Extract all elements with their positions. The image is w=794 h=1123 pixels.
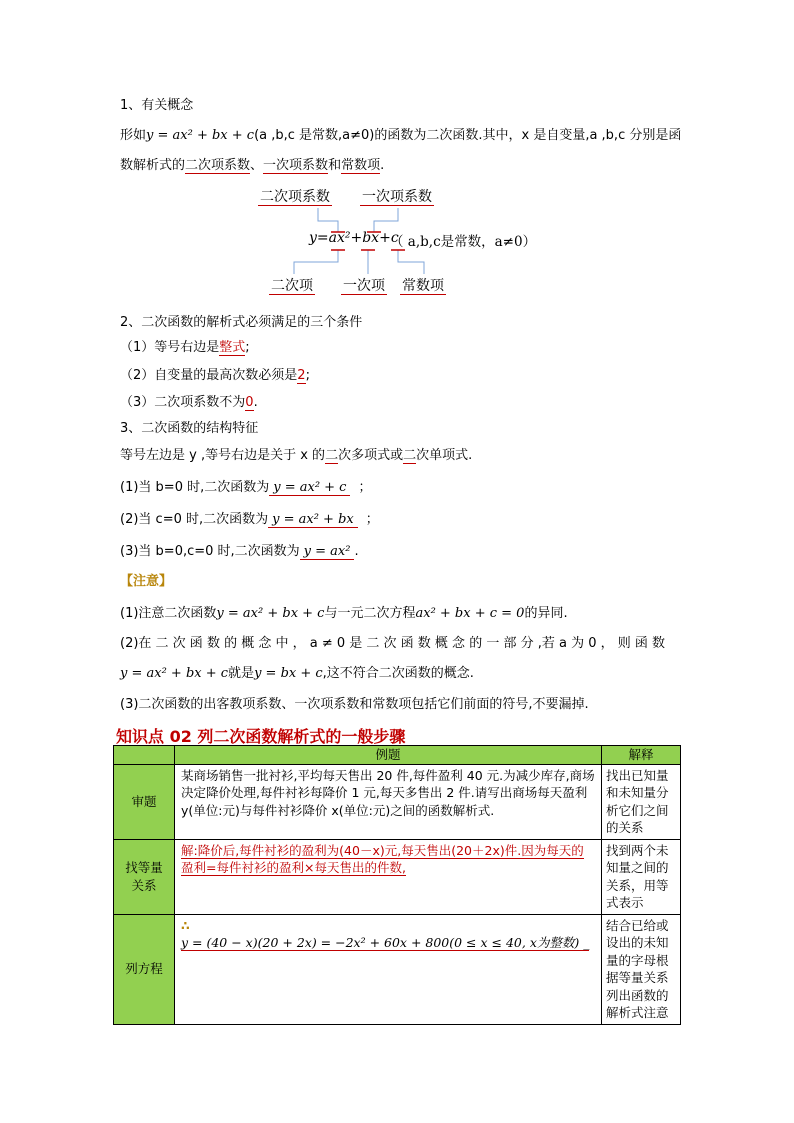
condition-2 [120,366,310,386]
sep: 和 [328,158,342,173]
row-content-review: 某商场销售一批衬衫,平均每天售出 20 件,每件盈利 40 元.为减少库存,商场决定降价处理,每件衬衫每降价 1 元,每天多售出 2 件.请写出商场每天盈利 y(单位:元)与每件衬衫降价 x(单位:元)之间的函数解析式. [175,764,602,839]
knowledge-heading: 知识点 02 列二次函数解析式的一般步骤 [116,727,406,746]
punct: ; [245,340,250,355]
punct: ； [358,480,372,495]
condition-1-text: （1）等号右边是 [120,340,220,355]
sep: 、 [250,158,264,173]
row-content-equation [175,914,602,1024]
case-3-text: (3)当 b=0,c=0 时,二次函数为 [120,544,300,559]
row-label-relation: 找等量关系 [114,839,175,914]
table-row [114,914,681,1024]
punct: . [253,395,258,410]
note-2-line-2 [120,664,474,684]
condition-2-value: 2 [297,368,306,383]
diagram-bottom-right-label: 常数项 [402,278,444,294]
diagram-top-right [360,186,434,206]
diagram-cond: （ a,b,c是常数，a≠0） [390,234,537,250]
therefore-symbol: ∴ [181,917,190,933]
term-lin-coef: 一次项系数 [263,158,329,173]
row-explain-relation: 找到两个未知量之间的关系，用等式表示 [602,839,681,914]
section1-title: 1、有关概念 [120,98,194,113]
note-2-end: ,这不符合二次函数的概念. [322,666,474,681]
diagram-bottom-right [400,275,446,295]
row-label-equation: 列方程 [114,914,175,1024]
table-header-empty [114,746,175,765]
table-row [114,764,681,839]
relation-solution: 解:降价后,每件衬衫的盈利为(40－x)元,每天售出(20＋2x)件.因为每天的盈利=每件衬衫的盈利×每天售出的件数, [181,842,584,875]
structure-text-b: 次多项式或 [338,448,404,463]
condition-1 [120,338,250,358]
def-cond: (a ,b,c 是常数,a≠0)的函数为二次函数.其中，x 是自变量,a ,b,c 分别是函 [254,128,682,143]
note-2-line-1: (2)在 二 次 函 数 的 概 念 中 ， a ≠ 0 是 二 次 函 数 概 念 的 一 部 分 ,若 a 为 0 ， 则 函 数 [120,636,666,651]
note-3: (3)二次函数的出客教项系数、一次项系数和常数项包括它们前面的符号,不要漏掉. [120,697,589,712]
section3-title: 3、二次函数的结构特征 [120,421,259,436]
diagram-bottom-left-label: 二次项 [271,278,313,294]
case-2-formula: y = ax² + bx [268,512,358,528]
condition-1-value: 整式 [219,340,246,355]
structure-er-2: 二 [403,448,417,463]
def-formula: y = ax² + bx + c [146,128,255,143]
section3-structure [120,446,472,466]
table-row [114,839,681,914]
note-2-formula-1: y = ax² + bx + c [120,666,229,681]
section2-title: 2、二次函数的解析式必须满足的三个条件 [120,315,363,330]
structure-text-c: 次单项式. [416,448,473,463]
table-header-row [114,746,681,765]
punct: ； [365,512,379,527]
note-1-text: (1)注意二次函数 [120,606,217,621]
structure-text-a: 等号左边是 y ,等号右边是关于 x 的 [120,448,326,463]
diagram-formula: y=ax²+bx+c [309,230,399,246]
table-header-explain: 解释 [602,746,681,765]
note-1 [120,604,568,624]
row-explain-equation: 结合已给或设出的未知量的字母根据等量关系列出函数的解析式注意 [602,914,681,1024]
case-2-text: (2)当 c=0 时,二次函数为 [120,512,269,527]
case-3-formula: y = ax² [300,544,355,560]
case-1-text: (1)当 b=0 时,二次函数为 [120,480,270,495]
term-quad-coef: 二次项系数 [185,158,251,173]
def-line2-prefix: 数解析式的 [120,158,186,173]
row-content-relation [175,839,602,914]
equation-text: y = (40 − x)(20 + 2x) = −2x² + 60x + 800(0 ≤ x ≤ 40, x为整数) _ [181,935,590,950]
punct: ; [305,368,310,383]
punct: . [354,544,359,559]
case-1-formula: y = ax² + c [269,480,350,496]
section1-definition-line2 [120,156,384,176]
case-1 [120,478,371,498]
condition-3 [120,393,258,413]
row-label-review: 审题 [114,764,175,839]
row-explain-review: 找出已知量和未知量分析它们之间的关系 [602,764,681,839]
diagram-bottom-left [269,275,315,295]
case-2 [120,510,379,530]
note-2-mid: 就是 [228,666,255,681]
condition-2-text: （2）自变量的最高次数必须是 [120,368,298,383]
diagram-top-left-label: 二次项系数 [260,189,330,205]
def-prefix: 形如 [120,128,147,143]
condition-3-text: （3）二次项系数不为 [120,395,246,410]
equation-formula [181,934,595,952]
note-1-formula-1: y = ax² + bx + c [216,606,325,621]
note-1-mid: 与一元二次方程 [324,606,416,621]
diagram-bottom-mid [341,275,387,295]
note-title: 【注意】 [120,574,173,589]
note-2-formula-2: y = bx + c [254,666,323,681]
note-1-end: 的异同. [524,606,568,621]
case-3 [120,542,359,562]
section1-definition [120,126,681,146]
diagram-bottom-mid-label: 一次项 [343,278,385,294]
structure-er-1: 二 [325,448,339,463]
diagram-top-left [258,186,332,206]
diagram-top-right-label: 一次项系数 [362,189,432,205]
condition-3-value: 0 [245,395,254,410]
table-header-example: 例题 [175,746,602,765]
steps-table [113,745,681,1025]
term-const: 常数项 [341,158,381,173]
note-1-formula-2: ax² + bx + c = 0 [415,606,525,621]
period: . [380,158,385,173]
